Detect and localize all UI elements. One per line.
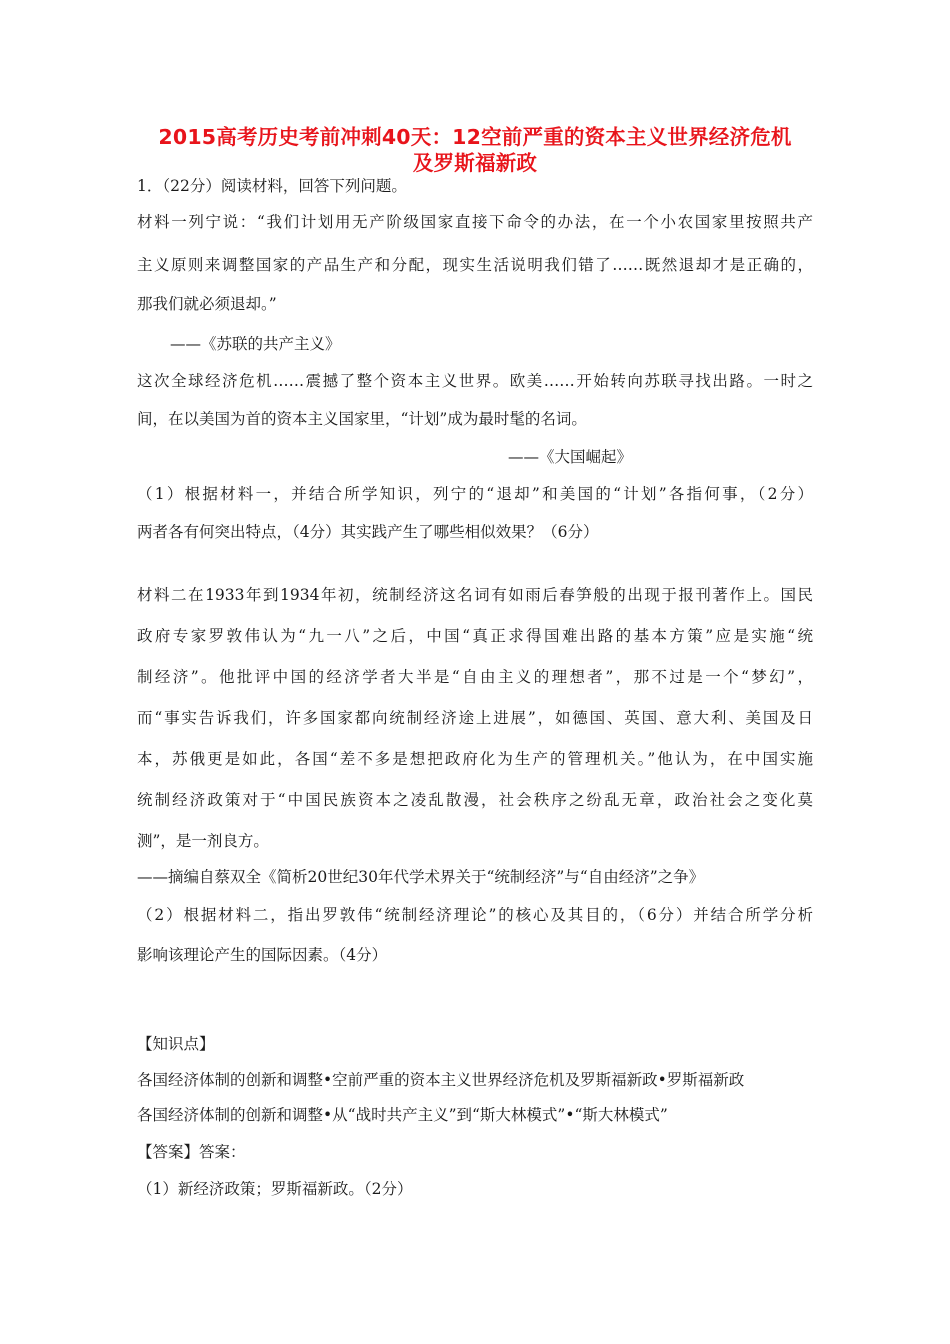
knowledge-item-2: 各国经济体制的创新和调整•从“战时共产主义”到“斯大林模式”•“斯大林模式” <box>137 1106 668 1124</box>
material2-line-6: 统制经济政策对于“中国民族资本之凌乱散漫，社会秩序之纷乱无章，政治社会之变化莫 <box>137 791 813 809</box>
material2-line-7: 测”，是一剂良方。 <box>137 832 269 850</box>
source-citation-1: ——《苏联的共产主义》 <box>170 335 341 353</box>
question1-line-2: 两者各有何突出特点，（4分）其实践产生了哪些相似效果？（6分） <box>137 523 599 541</box>
material1b-line-1: 这次全球经济危机……震撼了整个资本主义世界。欧美……开始转向苏联寻找出路。一时之 <box>137 372 813 390</box>
source-citation-2: ——摘编自蔡双全《简析20世纪30年代学术界关于“统制经济”与“自由经济”之争》 <box>137 868 705 886</box>
material1-line-3: 那我们就必须退却。” <box>137 295 277 313</box>
document-title-line-1: 2015高考历史考前冲刺40天：12空前严重的资本主义世界经济危机 <box>158 125 792 149</box>
document-title-line-2: 及罗斯福新政 <box>412 151 538 175</box>
material2-line-2: 政府专家罗敦伟认为“九一八”之后，中国“真正求得国难出路的基本方策”应是实施“统 <box>137 627 813 645</box>
material1-line-1: 材料一列宁说：“我们计划用无产阶级国家直接下命令的办法，在一个小农国家里按照共产 <box>137 213 813 231</box>
question2-line-2: 影响该理论产生的国际因素。（4分） <box>137 946 388 964</box>
question2-line-1: （2）根据材料二，指出罗敦伟“统制经济理论”的核心及其目的，（6分）并结合所学分析 <box>137 906 813 924</box>
material2-line-5: 本，苏俄更是如此，各国“差不多是想把政府化为生产的管理机关。”他认为，在中国实施 <box>137 750 813 768</box>
answer-line-1: （1）新经济政策；罗斯福新政。（2分） <box>137 1180 413 1198</box>
source-citation-1b: ——《大国崛起》 <box>508 448 633 466</box>
material2-line-3: 制经济”。他批评中国的经济学者大半是“自由主义的理想者”，那不过是一个“梦幻”， <box>137 668 813 686</box>
material1b-line-2: 间，在以美国为首的资本主义国家里，“计划”成为最时髦的名词。 <box>137 410 587 428</box>
question-header: 1．（22分）阅读材料，回答下列问题。 <box>137 177 407 195</box>
material2-line-1: 材料二在1933年到1934年初，统制经济这名词有如雨后春笋般的出现于报刊著作上。国民 <box>137 586 813 604</box>
question1-line-1: （1）根据材料一，并结合所学知识，列宁的“退却”和美国的“计划”各指何事，（2分） <box>137 485 813 503</box>
answer-label: 【答案】答案： <box>137 1143 246 1161</box>
material2-line-4: 而“事实告诉我们，许多国家都向统制经济途上进展”，如德国、英国、意大利、美国及日 <box>137 709 813 727</box>
knowledge-label: 【知识点】 <box>137 1035 215 1053</box>
knowledge-item-1: 各国经济体制的创新和调整•空前严重的资本主义世界经济危机及罗斯福新政•罗斯福新政 <box>137 1071 745 1089</box>
material1-line-2: 主义原则来调整国家的产品生产和分配，现实生活说明我们错了……既然退却才是正确的， <box>137 256 813 274</box>
